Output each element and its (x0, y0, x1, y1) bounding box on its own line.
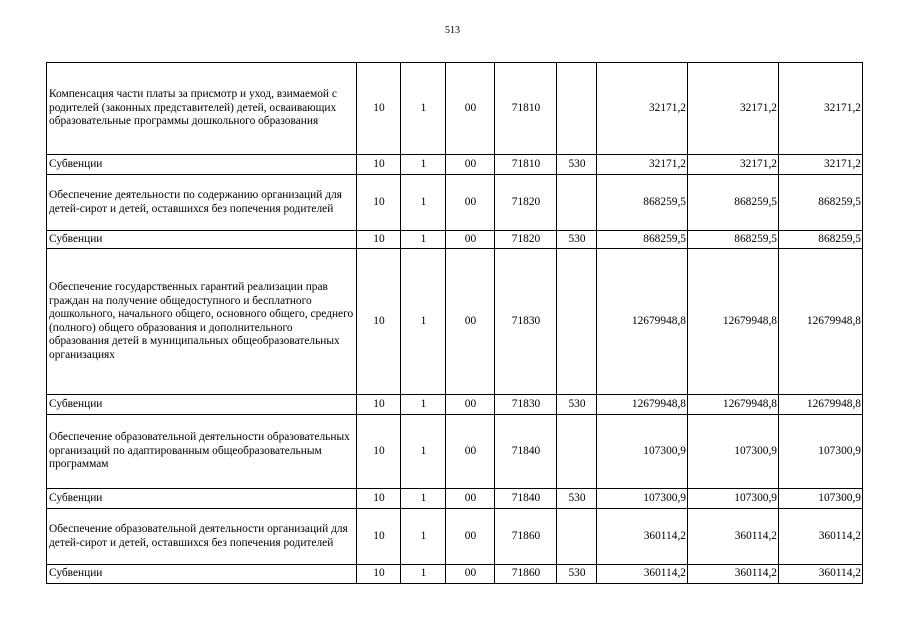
row-name-cell: Субвенции (47, 155, 357, 175)
rz-cell: 10 (357, 415, 401, 489)
table-row (47, 415, 863, 489)
table-row (47, 565, 863, 584)
rz-cell: 10 (357, 155, 401, 175)
rz-cell: 10 (357, 249, 401, 395)
cs-prefix-cell: 00 (446, 415, 495, 489)
amount-year3-cell: 32171,2 (779, 155, 863, 175)
vr-cell (557, 509, 597, 565)
pr-cell: 1 (401, 231, 446, 249)
pr-cell: 1 (401, 175, 446, 231)
amount-year2-cell: 107300,9 (688, 415, 779, 489)
amount-year2-cell: 107300,9 (688, 489, 779, 509)
cs-code-cell: 71840 (495, 489, 557, 509)
amount-year2-cell: 12679948,8 (688, 249, 779, 395)
pr-cell: 1 (401, 489, 446, 509)
pr-cell: 1 (401, 63, 446, 155)
rz-cell: 10 (357, 509, 401, 565)
row-name-cell: Компенсация части платы за присмотр и уход, взимаемой с родителей (законных представителей) детей, осваивающих образовательные программы дошкольного образования (47, 63, 357, 155)
pr-cell: 1 (401, 565, 446, 584)
budget-table (46, 62, 863, 584)
amount-year1-cell: 32171,2 (597, 63, 688, 155)
cs-prefix-cell: 00 (446, 155, 495, 175)
vr-cell: 530 (557, 565, 597, 584)
amount-year2-cell: 868259,5 (688, 231, 779, 249)
cs-prefix-cell: 00 (446, 63, 495, 155)
vr-cell: 530 (557, 395, 597, 415)
rz-cell: 10 (357, 63, 401, 155)
row-name-cell: Субвенции (47, 565, 357, 584)
cs-prefix-cell: 00 (446, 565, 495, 584)
rz-cell: 10 (357, 565, 401, 584)
amount-year1-cell: 868259,5 (597, 175, 688, 231)
vr-cell (557, 249, 597, 395)
amount-year2-cell: 32171,2 (688, 155, 779, 175)
pr-cell: 1 (401, 415, 446, 489)
pr-cell: 1 (401, 249, 446, 395)
amount-year1-cell: 868259,5 (597, 231, 688, 249)
amount-year3-cell: 360114,2 (779, 565, 863, 584)
table-row (47, 509, 863, 565)
pr-cell: 1 (401, 155, 446, 175)
table-row (47, 175, 863, 231)
page-number: 513 (445, 25, 460, 36)
cs-code-cell: 71830 (495, 395, 557, 415)
amount-year3-cell: 360114,2 (779, 509, 863, 565)
rz-cell: 10 (357, 231, 401, 249)
amount-year3-cell: 868259,5 (779, 175, 863, 231)
pr-cell: 1 (401, 395, 446, 415)
vr-cell (557, 415, 597, 489)
amount-year3-cell: 12679948,8 (779, 249, 863, 395)
cs-code-cell: 71810 (495, 155, 557, 175)
cs-prefix-cell: 00 (446, 249, 495, 395)
cs-code-cell: 71840 (495, 415, 557, 489)
amount-year1-cell: 360114,2 (597, 565, 688, 584)
amount-year1-cell: 360114,2 (597, 509, 688, 565)
vr-cell: 530 (557, 231, 597, 249)
cs-prefix-cell: 00 (446, 489, 495, 509)
table-row (47, 489, 863, 509)
amount-year3-cell: 107300,9 (779, 489, 863, 509)
row-name-cell: Обеспечение деятельности по содержанию организаций для детей-сирот и детей, оставшихся без попечения родителей (47, 175, 357, 231)
amount-year2-cell: 868259,5 (688, 175, 779, 231)
table-row (47, 395, 863, 415)
vr-cell: 530 (557, 155, 597, 175)
amount-year2-cell: 12679948,8 (688, 395, 779, 415)
amount-year1-cell: 12679948,8 (597, 249, 688, 395)
amount-year2-cell: 360114,2 (688, 509, 779, 565)
row-name-cell: Обеспечение образовательной деятельности образовательных организаций по адаптированным общеобразовательным программам (47, 415, 357, 489)
table-row (47, 249, 863, 395)
row-name-cell: Субвенции (47, 395, 357, 415)
amount-year3-cell: 12679948,8 (779, 395, 863, 415)
row-name-cell: Обеспечение государственных гарантий реализации прав граждан на получение общедоступного и бесплатного дошкольного, начального общего, основного общего, среднего (полного) общего образования и дополнительного образования детей в муниципальных общеобразовательных организациях (47, 249, 357, 395)
cs-prefix-cell: 00 (446, 509, 495, 565)
cs-code-cell: 71820 (495, 175, 557, 231)
pr-cell: 1 (401, 509, 446, 565)
amount-year2-cell: 360114,2 (688, 565, 779, 584)
amount-year1-cell: 107300,9 (597, 415, 688, 489)
cs-prefix-cell: 00 (446, 175, 495, 231)
amount-year2-cell: 32171,2 (688, 63, 779, 155)
cs-code-cell: 71810 (495, 63, 557, 155)
cs-prefix-cell: 00 (446, 231, 495, 249)
rz-cell: 10 (357, 175, 401, 231)
amount-year3-cell: 868259,5 (779, 231, 863, 249)
row-name-cell: Субвенции (47, 231, 357, 249)
cs-prefix-cell: 00 (446, 395, 495, 415)
row-name-cell: Обеспечение образовательной деятельности организаций для детей-сирот и детей, оставшихся без попечения родителей (47, 509, 357, 565)
cs-code-cell: 71860 (495, 565, 557, 584)
amount-year1-cell: 12679948,8 (597, 395, 688, 415)
table-row (47, 63, 863, 155)
amount-year1-cell: 107300,9 (597, 489, 688, 509)
vr-cell (557, 175, 597, 231)
amount-year1-cell: 32171,2 (597, 155, 688, 175)
cs-code-cell: 71860 (495, 509, 557, 565)
row-name-cell: Субвенции (47, 489, 357, 509)
cs-code-cell: 71820 (495, 231, 557, 249)
vr-cell (557, 63, 597, 155)
amount-year3-cell: 107300,9 (779, 415, 863, 489)
table-row (47, 231, 863, 249)
table-row (47, 155, 863, 175)
amount-year3-cell: 32171,2 (779, 63, 863, 155)
rz-cell: 10 (357, 489, 401, 509)
rz-cell: 10 (357, 395, 401, 415)
vr-cell: 530 (557, 489, 597, 509)
cs-code-cell: 71830 (495, 249, 557, 395)
